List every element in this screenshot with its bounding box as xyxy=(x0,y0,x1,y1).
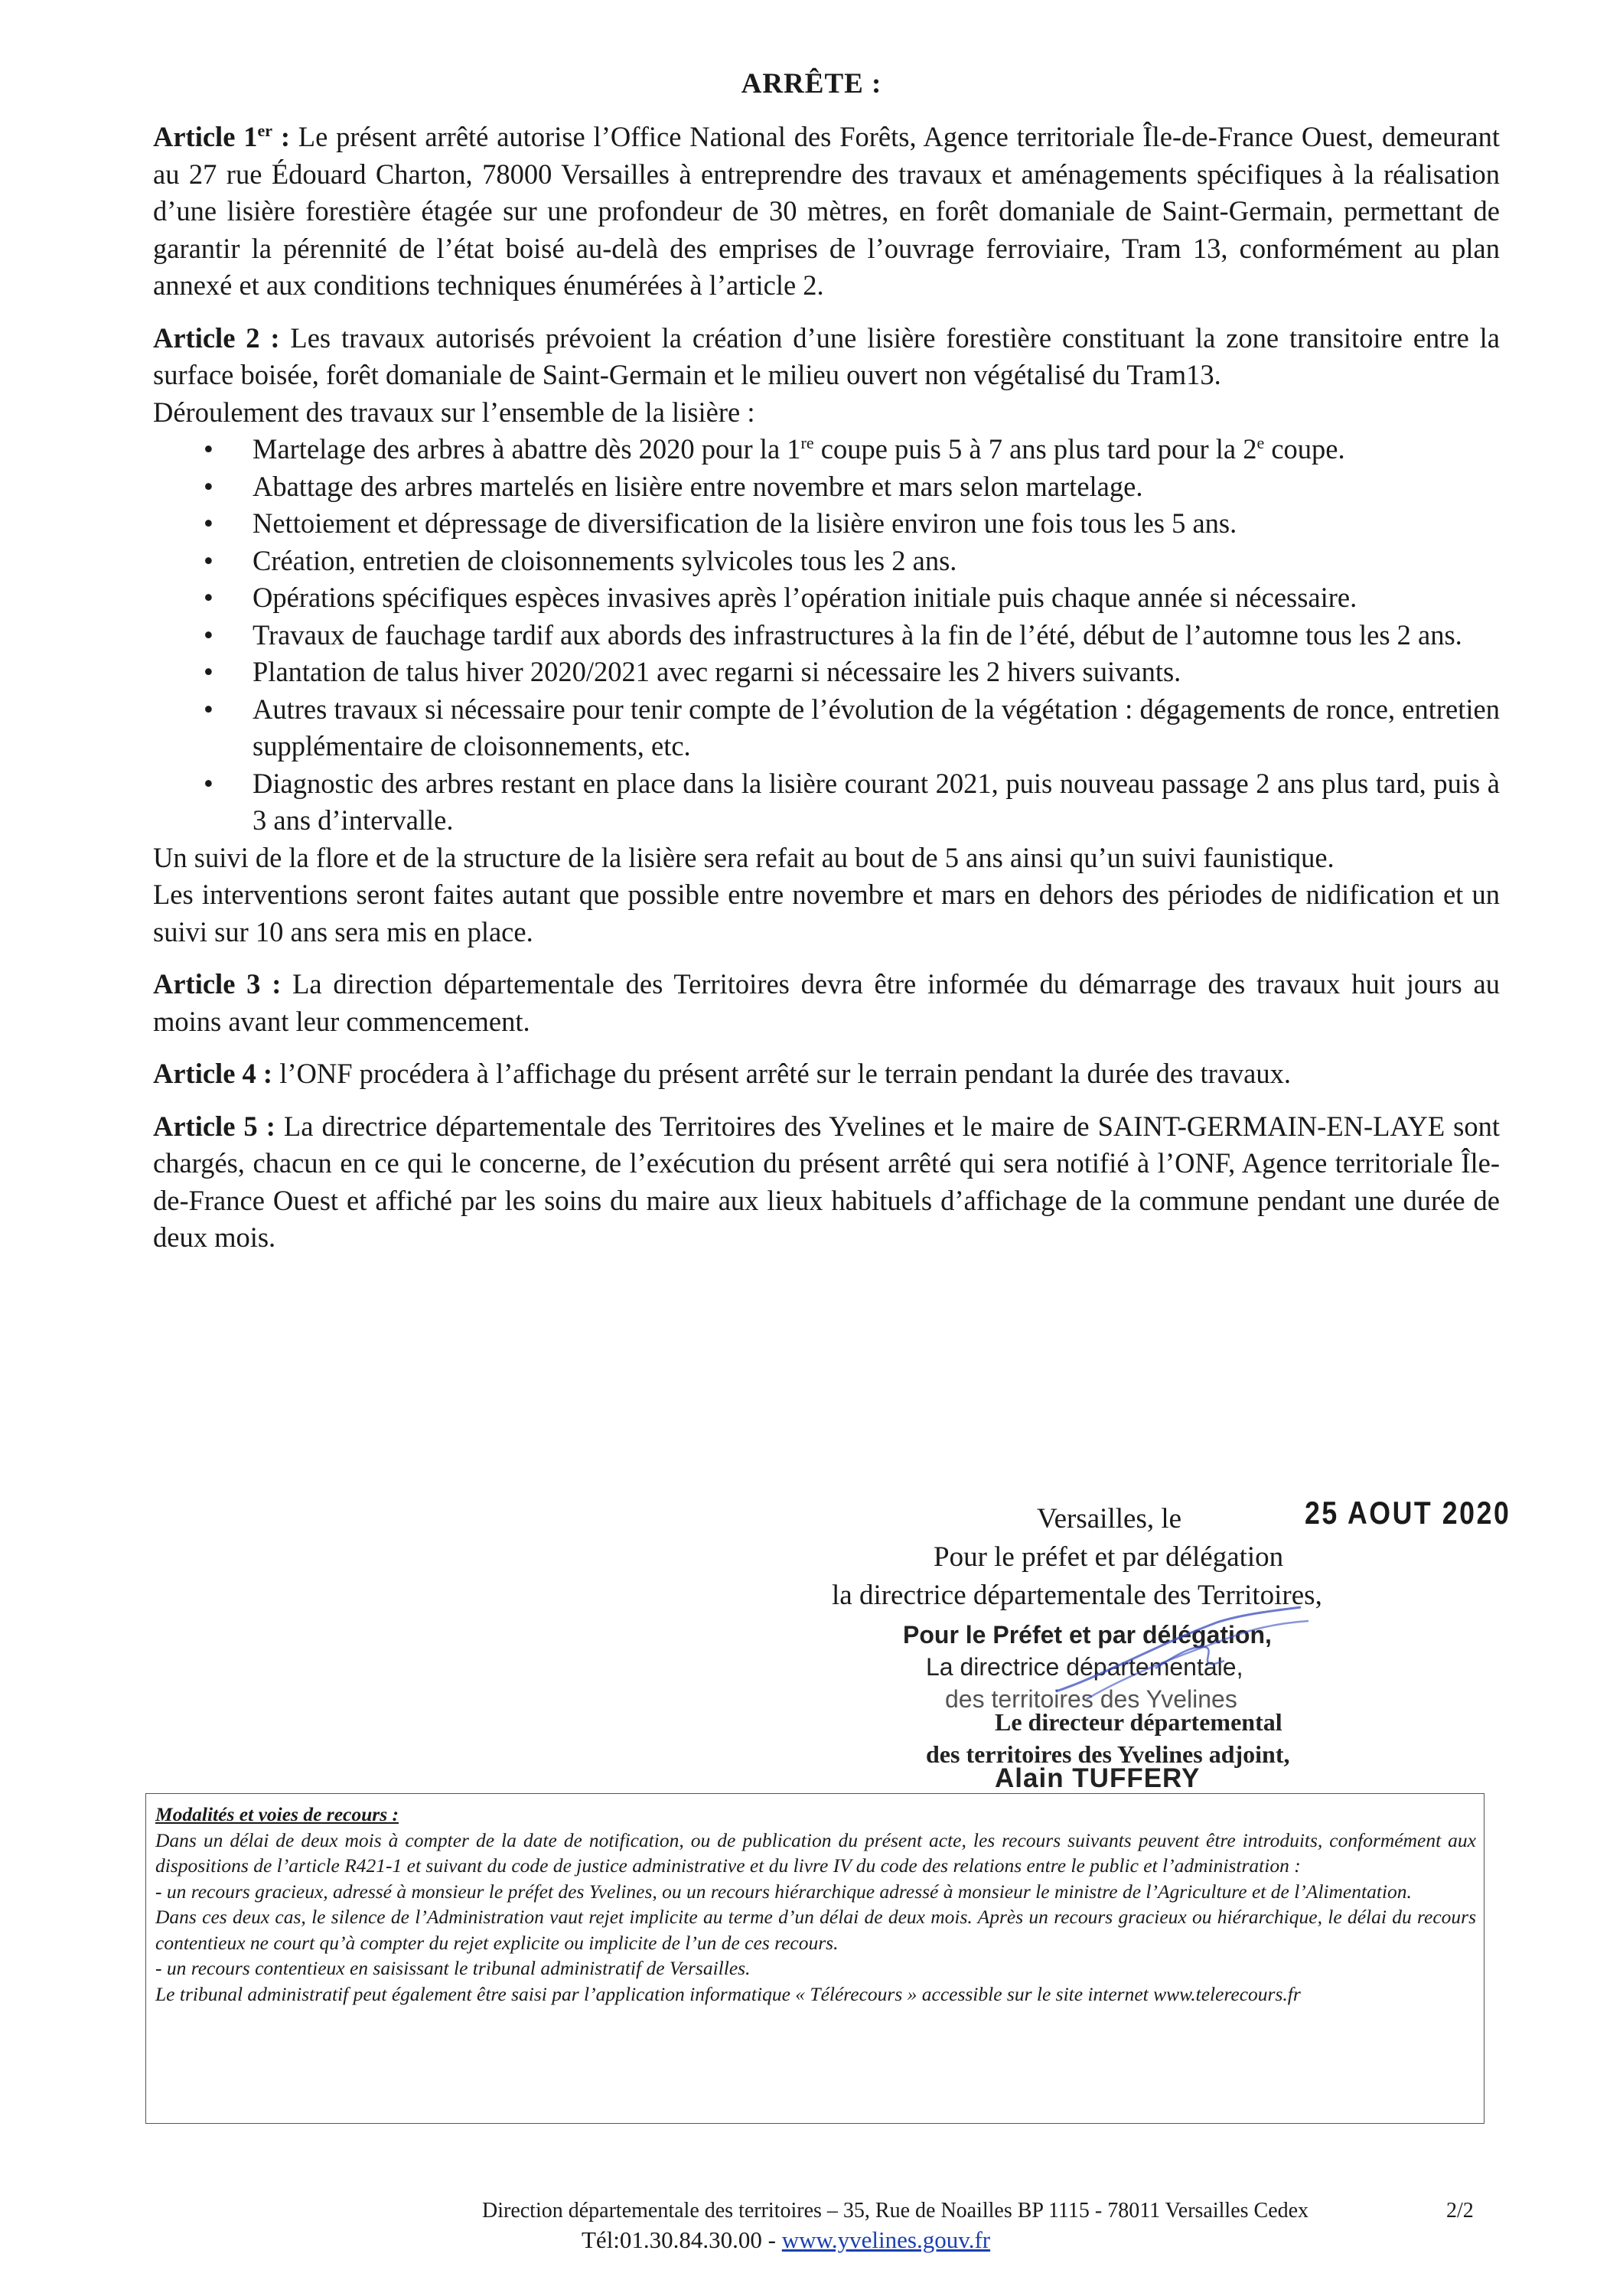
appeal-paragraph: Dans ces deux cas, le silence de l’Administration vaut rejet implicite au terme d’un délai de deux mois. Après un recours gracieux ou hiérarchique, le délai du recours contentieux ne court qu’à compter du rejet explicite ou implicite de l’un de ces recours. xyxy=(155,1906,1476,1954)
stamp-line-3: des territoires des Yvelines xyxy=(945,1685,1237,1713)
appeal-paragraph: - un recours gracieux, adressé à monsieur le préfet des Yvelines, ou un recours hiérarchique adressé à monsieur le ministre de l’Agriculture et de l’Alimentation. xyxy=(155,1880,1412,1903)
footer-address: Direction départementale des territoires – 35, Rue de Noailles BP 1115 - 78011 Versailles Cedex xyxy=(482,2199,1309,2223)
article-2-text: Les travaux autorisés prévoient la création d’une lisière forestière constituant la zone transitoire entre la surface boisée, forêt domaniale de Saint-Germain et le milieu ouvert non végétalisé du Tram13. xyxy=(153,321,1500,390)
list-item: • Travaux de fauchage tardif aux abords des infrastructures à la fin de l’été, début de l’automne tous les 2 ans. xyxy=(153,617,1500,654)
article-2-intro: Déroulement des travaux sur l’ensemble de la lisière : xyxy=(153,396,755,428)
appeal-paragraph: Le tribunal administratif peut également être saisi par l’application informatique « Télérecours » accessible sur le site internet www.telerecours.fr xyxy=(155,1982,1301,2005)
footer-contact xyxy=(582,2226,990,2255)
stamp-line-5: des territoires des Yvelines adjoint, xyxy=(926,1740,1290,1768)
article-1 xyxy=(153,119,1500,305)
list-item: • Nettoiement et dépressage de diversification de la lisière environ une fois tous les 5 ans. xyxy=(153,505,1500,543)
article-5 xyxy=(153,1108,1500,1257)
article-2-suivi: Un suivi de la flore et de la structure de la lisière sera refait au bout de 5 ans ainsi qu’un suivi faunistique. xyxy=(153,841,1335,873)
article-4-label: Article 4 : xyxy=(153,1058,273,1089)
article-1-label: Article 1 xyxy=(153,121,258,152)
footer-phone: Tél:01.30.84.30.00 - xyxy=(582,2226,782,2253)
signature-place: Versailles, le xyxy=(1037,1503,1182,1534)
works-list xyxy=(153,431,1500,840)
list-item: • Plantation de talus hiver 2020/2021 avec regarni si nécessaire les 2 hivers suivants. xyxy=(153,654,1500,691)
article-5-text: La directrice départementale des Territoires des Yvelines et le maire de SAINT-GERMAIN-EN-LAYE sont chargés, chacun en ce qui le concerne, de l’exécution du présent arrêté qui sera notifié à l’ONF, Agence territoriale Île-de-France Ouest et affiché par les soins du maire aux lieux habituels d’affichage de la commune pendant une durée de deux mois. xyxy=(153,1110,1500,1253)
list-item: • Abattage des arbres martelés en lisière entre novembre et mars selon martelage. xyxy=(153,468,1500,506)
article-3-label: Article 3 : xyxy=(153,968,282,1000)
signature-date-stamp: 25 AOUT 2020 xyxy=(1305,1495,1511,1531)
signature-title: la directrice départementale des Territoires, xyxy=(832,1580,1322,1611)
appeal-title: Modalités et voies de recours : xyxy=(155,1803,399,1825)
article-1-colon: : xyxy=(272,121,290,152)
list-item: • Autres travaux si nécessaire pour tenir compte de l’évolution de la végétation : dégagements de ronce, entretien supplémentaire de cloisonnements, etc. xyxy=(153,691,1500,765)
article-3-text: La direction départementale des Territoires devra être informée du démarrage des travaux huit jours au moins avant leur commencement. xyxy=(153,968,1500,1037)
article-3 xyxy=(153,966,1500,1040)
list-item: • Opérations spécifiques espèces invasives après l’opération initiale puis chaque année si nécessaire. xyxy=(153,579,1500,617)
signature-delegation: Pour le préfet et par délégation xyxy=(934,1541,1284,1573)
page-number: 2/2 xyxy=(1446,2199,1474,2223)
article-1-sup: er xyxy=(257,120,272,140)
footer-website-link[interactable]: www.yvelines.gouv.fr xyxy=(781,2226,991,2253)
list-item: • Diagnostic des arbres restant en place dans la lisière courant 2021, puis nouveau passage 2 ans plus tard, puis à 3 ans d’intervalle. xyxy=(153,765,1500,840)
stamp-line-1: Pour le Préfet et par délégation, xyxy=(903,1621,1272,1649)
article-2-label: Article 2 : xyxy=(153,321,280,354)
article-2 xyxy=(153,320,1500,394)
list-item: • Martelage des arbres à abattre dès 2020 pour la 1re coupe puis 5 à 7 ans plus tard pour la 2e coupe. xyxy=(153,431,1500,468)
appeal-paragraph: Dans un délai de deux mois à compter de la date de notification, ou de publication du présent acte, les recours suivants peuvent être introduits, conformément aux dispositions de l’article R421-1 et suivant du code de justice administrative et du livre IV du code des relations entre le public et l’administration : xyxy=(155,1828,1476,1877)
article-1-text: Le présent arrêté autorise l’Office National des Forêts, Agence territoriale Île-de-France Ouest, demeurant au 27 rue Édouard Charton, 78000 Versailles à entreprendre des travaux et aménagements spécifiques à la réalisation d’une lisière forestière étagée sur une profondeur de 30 mètres, en forêt domaniale de Saint-Germain, permettant de garantir la pérennité de l’état boisé au-delà des emprises de l’ouvrage ferroviaire, Tram 13, conformément au plan annexé et aux conditions techniques énumérées à l’article 2. xyxy=(153,121,1500,301)
handwritten-signature-icon xyxy=(1041,1600,1331,1714)
stamp-line-4: Le directeur départemental xyxy=(995,1708,1282,1736)
appeal-modalities-box xyxy=(145,1793,1484,2124)
document-body xyxy=(153,119,1500,1272)
stamp-line-2: La directrice départementale, xyxy=(926,1653,1243,1681)
appeal-paragraph: - un recours contentieux en saisissant le tribunal administratif de Versailles. xyxy=(155,1957,751,1979)
article-4 xyxy=(153,1055,1500,1093)
stamp-signatory: Alain TUFFERY xyxy=(995,1763,1201,1793)
decision-heading: ARRÊTE : xyxy=(741,68,882,99)
list-item: • Création, entretien de cloisonnements sylvicoles tous les 2 ans. xyxy=(153,543,1500,580)
article-4-text: l’ONF procédera à l’affichage du présent arrêté sur le terrain pendant la durée des travaux. xyxy=(272,1058,1292,1089)
article-5-label: Article 5 : xyxy=(153,1110,275,1142)
article-2-interventions: Les interventions seront faites autant que possible entre novembre et mars en dehors des périodes de nidification et un suivi sur 10 ans sera mis en place. xyxy=(153,879,1500,947)
